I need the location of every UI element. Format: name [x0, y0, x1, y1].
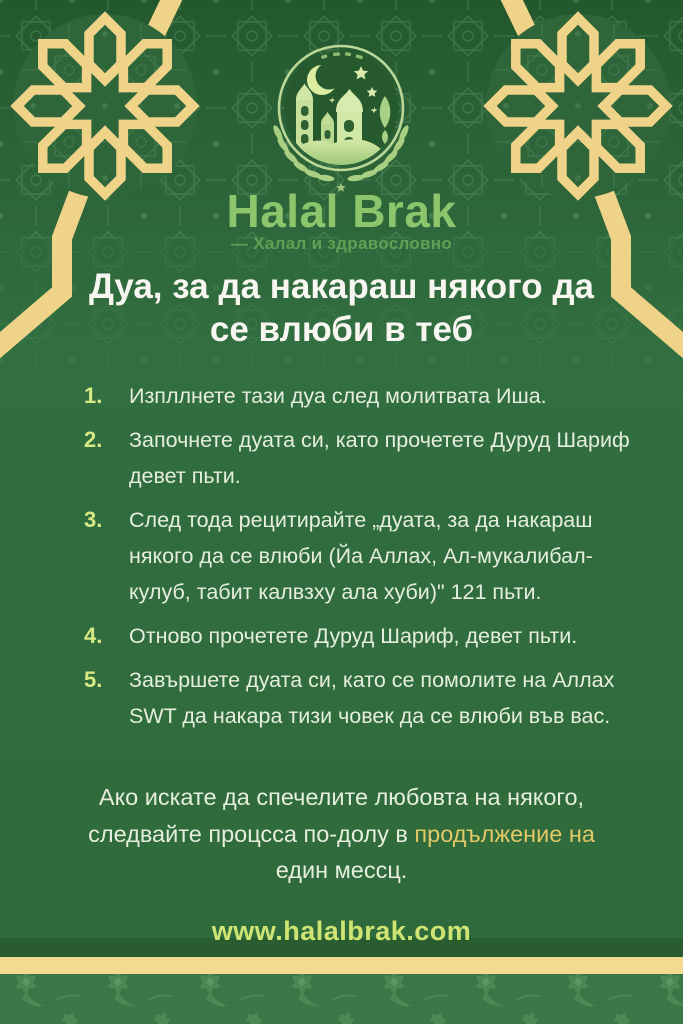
- step-number: 2.: [84, 427, 103, 452]
- left-rosette-icon: [13, 14, 197, 198]
- steps-list: [84, 378, 643, 742]
- gold-divider-band: [0, 957, 683, 974]
- note-part1: Ако искате да спечелите любовта на някого, следвайте процсса по-долу в: [88, 784, 585, 847]
- step-text: Отново прочетете Дуруд Шариф, девет пьти.: [129, 624, 578, 648]
- step-number: 5.: [84, 667, 103, 692]
- list-item: [84, 422, 643, 494]
- note-part2: един мессц.: [275, 857, 408, 883]
- list-item: [84, 662, 643, 734]
- closing-note: [0, 779, 683, 889]
- step-number: 1.: [84, 383, 103, 408]
- list-item: [84, 502, 643, 610]
- note-highlight: продължение на: [414, 820, 595, 847]
- floral-footer-pattern: [0, 974, 683, 1024]
- brand-title: Halal Brak: [226, 185, 457, 237]
- page-title: Дуа, за да накараш някого да се влюби в теб: [88, 267, 595, 350]
- step-text: След тода рецитирайте „дуата, за да накараш някого да се влюби (Йа Аллах, Ал-мукалибал-кулуб, табит калвзху ала хуби)" 121 пьти.: [129, 508, 593, 604]
- list-item: [84, 378, 643, 414]
- website-url: www.halalbrak.com: [211, 916, 472, 946]
- list-item: [84, 618, 643, 654]
- step-number: 3.: [84, 507, 103, 532]
- step-text: Завършете дуата си, като се помолите на Аллах SWT да накара тизи човек да се влюби във вас.: [129, 668, 615, 728]
- step-text: Изпллнете тази дуа след молитвата Иша.: [129, 384, 547, 408]
- step-text: Започнете дуата си, като прочетете Дуруд Шариф девет пьти.: [129, 428, 630, 488]
- step-number: 4.: [84, 623, 103, 648]
- brand-subtitle: — Халал и здравословно: [230, 234, 453, 253]
- right-rosette-icon: [486, 14, 670, 198]
